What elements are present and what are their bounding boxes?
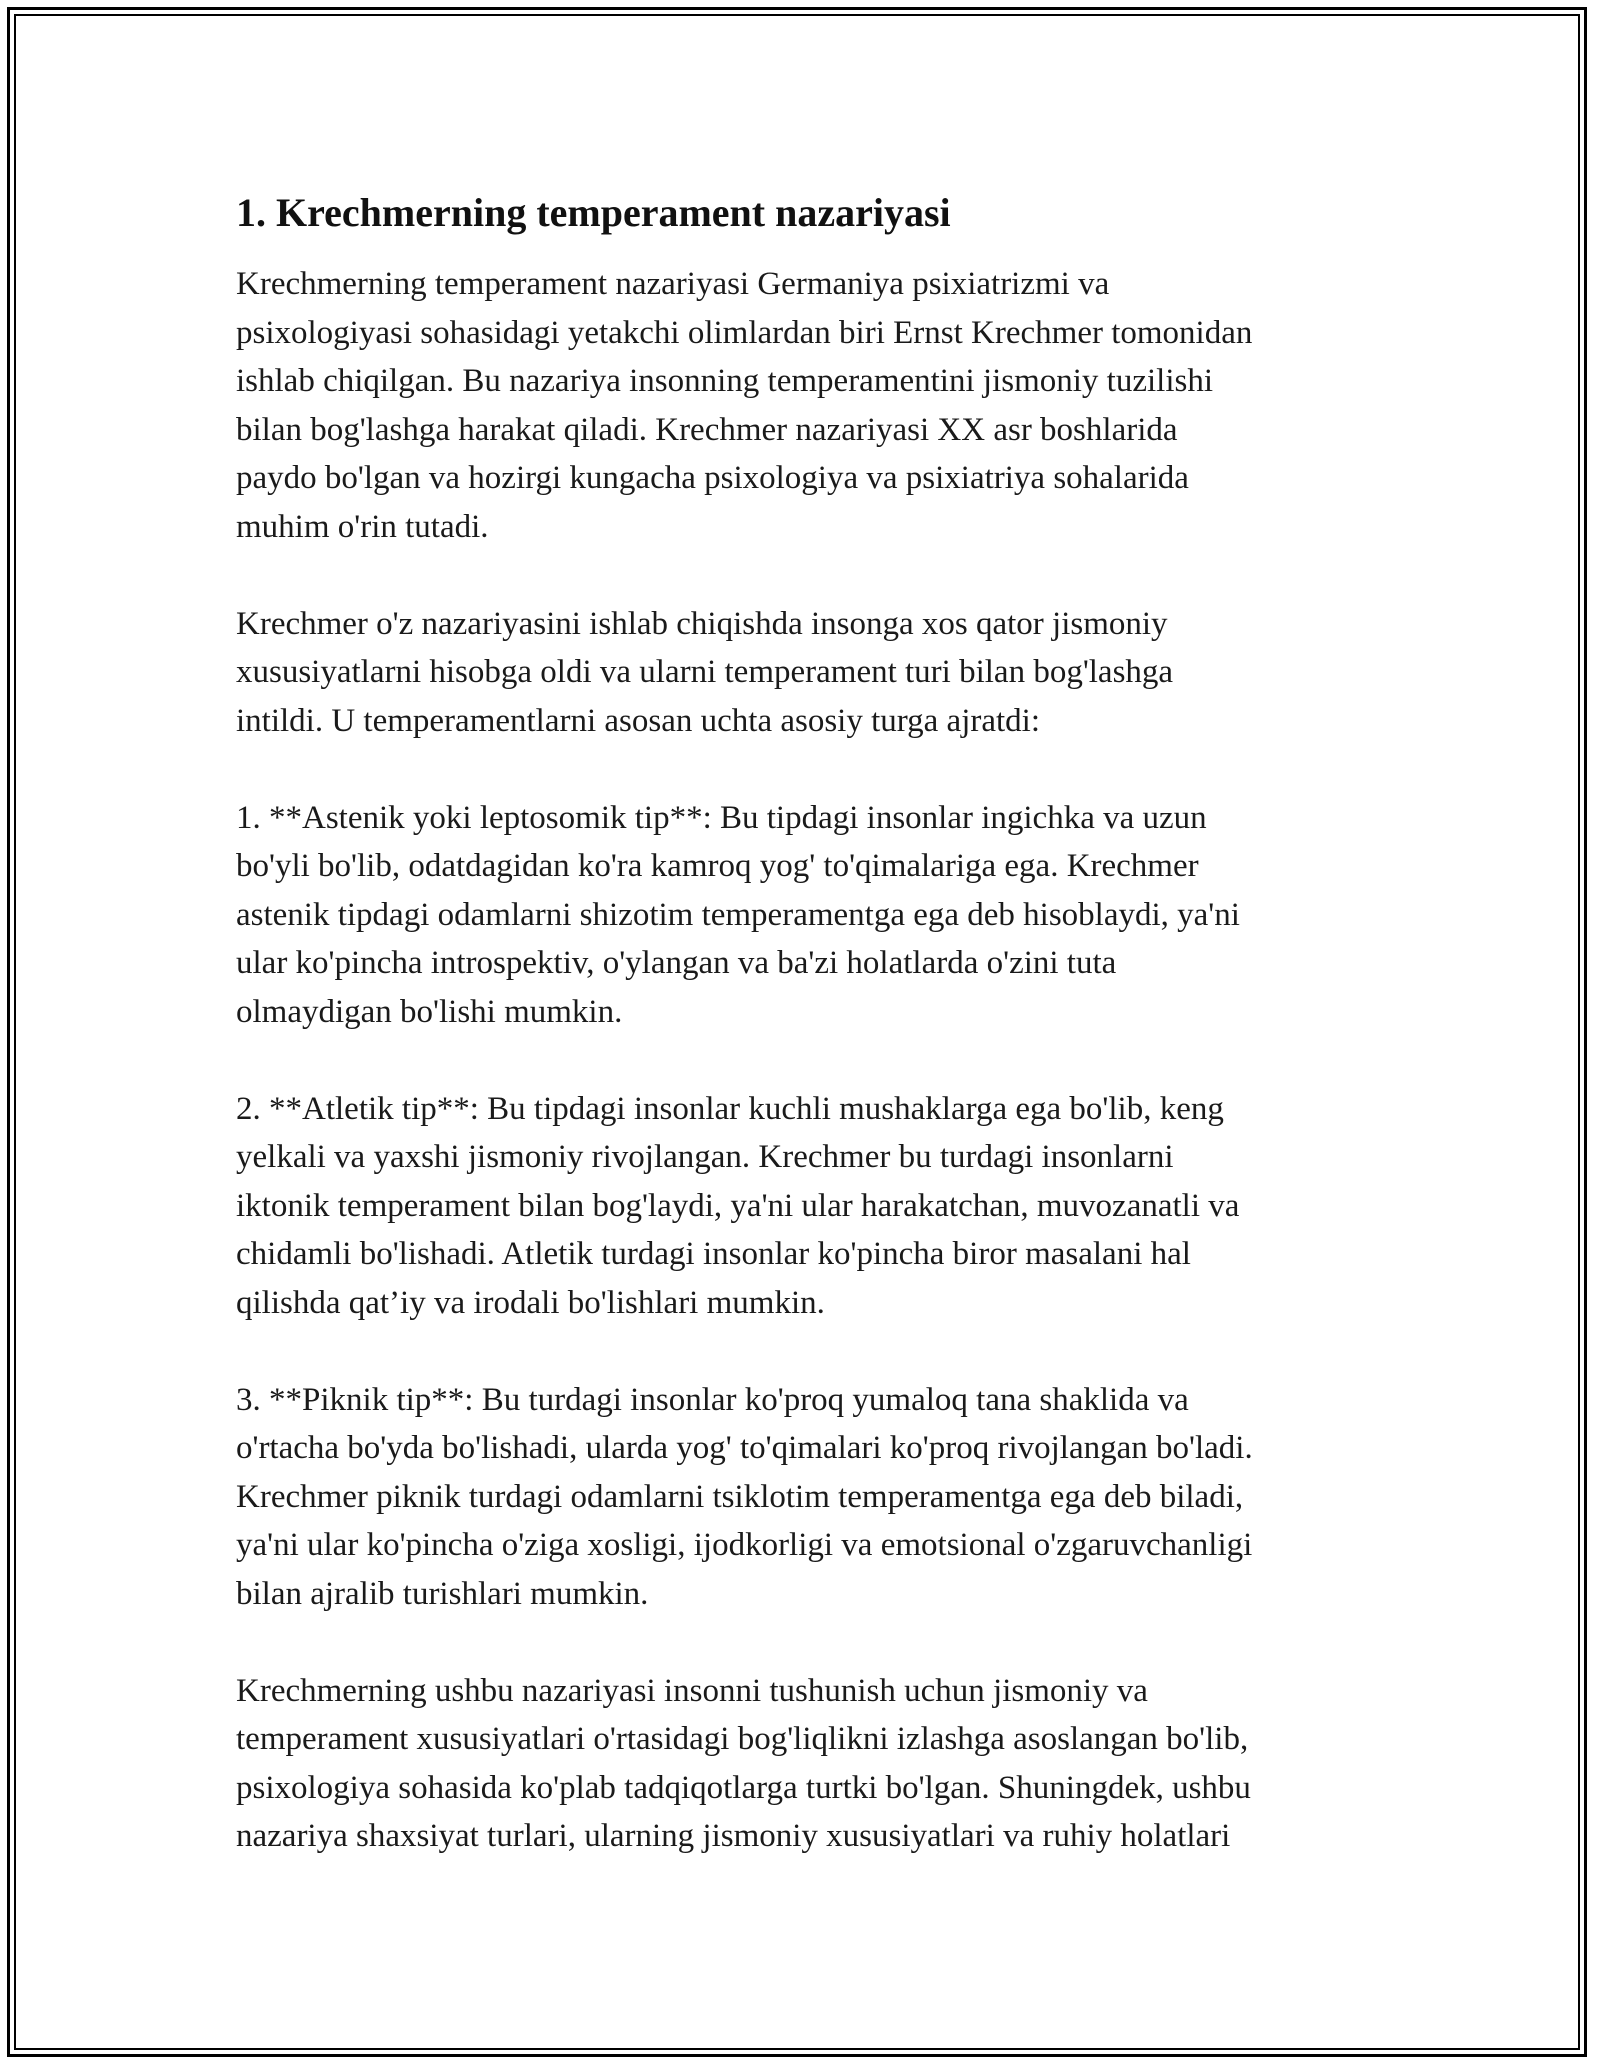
paragraph-piknik-type: 3. **Piknik tip**: Bu turdagi insonlar ko'proq yumaloq tana shaklida va o'rtacha bo'yda bo'lishadi, ularda yog' to'qimalari ko'proq rivojlangan bo'ladi. Krechmer piknik turdagi odamlarni tsiklotim temperamentga ega deb biladi, ya'ni ular ko'pincha o'ziga xosligi, ijodkorligi va emotsional o'zgaruvchanligi bilan ajralib turishlari mumkin. [236,1381,1253,1612]
paragraph-conclusion: Krechmerning ushbu nazariyasi insonni tushunish uchun jismoniy va temperament xususiyatlari o'rtasidagi bog'liqlikni izlashga asoslangan bo'lib, psixologiya sohasida ko'plab tadqiqotlarga turtki bo'lgan. Shuningdek, ushbu nazariya shaxsiyat turlari, ularning jismoniy xususiyatlari va ruhiy holatlari [236,1672,1251,1854]
paragraph-types-overview: Krechmer o'z nazariyasini ishlab chiqishda insonga xos qator jismoniy xususiyatlarni hisobga oldi va ularni temperament turi bilan bog'lashga intildi. U temperamentlarni asosan uchta asosiy turga ajratdi: [236,605,1174,739]
paragraph-intro: Krechmerning temperament nazariyasi Germaniya psixiatrizmi va psixologiyasi sohasidagi yetakchi olimlardan biri Ernst Krechmer tomonidan ishlab chiqilgan. Bu nazariya insonning temperamentini jismoniy tuzilishi bilan bog'lashga harakat qiladi. Krechmer nazariyasi XX asr boshlarida paydo bo'lgan va hozirgi kungacha psixologiya va psixiatriya sohalarida muhim o'rin tutadi. [236,266,1253,545]
document-title: 1. Krechmerning temperament nazariyasi [236,190,951,235]
paragraph-atletik-type: 2. **Atletik tip**: Bu tipdagi insonlar kuchli mushaklarga ega bo'lib, keng yelkali va yaxshi jismoniy rivojlangan. Krechmer bu turdagi insonlarni iktonik temperament bilan bog'laydi, ya'ni ular harakatchan, muvozanatli va chidamli bo'lishadi. Atletik turdagi insonlar ko'pincha biror masalani hal qilishda qat’iy va irodali bo'lishlari mumkin. [236,1090,1240,1321]
document-body [236,186,1376,1909]
paragraph-astenik-type: 1. **Astenik yoki leptosomik tip**: Bu tipdagi insonlar ingichka va uzun bo'yli bo'lib, odatdagidan ko'ra kamroq yog' to'qimalariga ega. Krechmer astenik tipdagi odamlarni shizotim temperamentga ega deb hisoblaydi, ya'ni ular ko'pincha introspektiv, o'ylangan va ba'zi holatlarda o'zini tuta olmaydigan bo'lishi mumkin. [236,799,1240,1030]
